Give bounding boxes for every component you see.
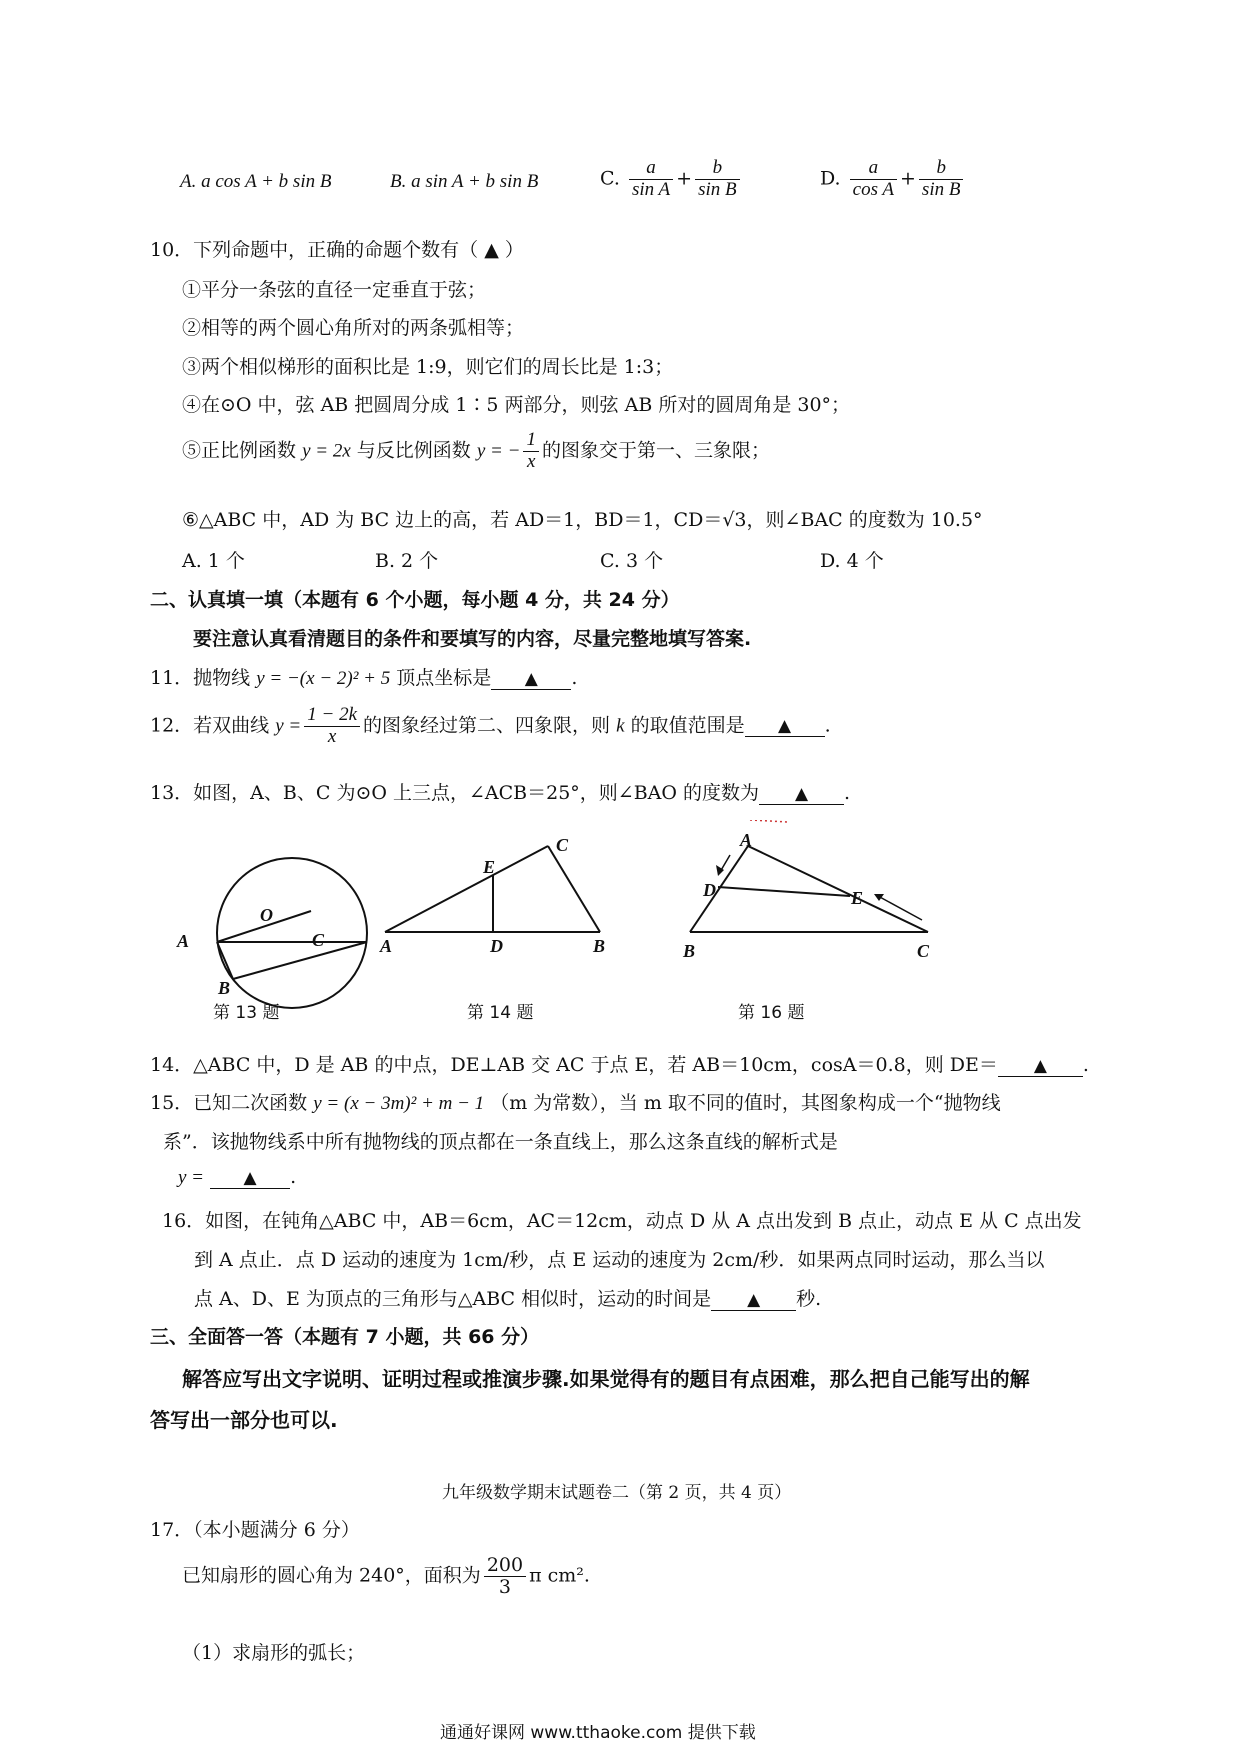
fig16-red-dots (750, 820, 788, 822)
section3-note-line1: 解答应写出文字说明、证明过程或推演步骤.如果觉得有的题目有点困难，那么把自己能写出的解 (182, 1367, 1030, 1391)
q11-answer-blank: ▲ (491, 669, 571, 690)
q9-option-d: D. $\frac{a}{\text{cos A}}$ + $\frac{b}{\text{sin B}}$ (820, 158, 966, 201)
fig14-label-a: A (380, 936, 393, 956)
q11-pre: 11．抛物线 (150, 667, 251, 689)
q9-option-d-label: D. (820, 167, 841, 190)
page-footer: 九年级数学期末试题卷二（第 2 页，共 4 页） (442, 1483, 792, 1503)
q17-den: 3 (484, 1576, 526, 1598)
fig14-label-c: C (556, 835, 569, 855)
q10-s6-sqrt: √3 (722, 509, 747, 531)
q9-c-frac1 (629, 158, 673, 201)
q16-line1: 16．如图，在钝角△ABC 中，AB＝6cm，AC＝12cm，动点 D 从 A 点出发到 B 点止，动点 E 从 C 点出发 (162, 1210, 1082, 1232)
q16-answer-blank: ▲ (711, 1290, 796, 1311)
q10-statement-1: ①平分一条弦的直径一定垂直于弦； (182, 279, 487, 301)
q10-option-b: B. 2 个 (375, 550, 439, 572)
q14-end: . (1082, 1054, 1089, 1076)
q15-pre: 15．已知二次函数 (150, 1092, 308, 1114)
fig16-caption: 第 16 题 (738, 1003, 805, 1023)
q9-d-den2: sin B (919, 179, 964, 201)
q11 (150, 663, 577, 690)
fig13-circle (217, 858, 367, 1008)
q13-answer-blank: ▲ (759, 784, 844, 805)
q9-d-frac2 (919, 158, 964, 201)
q15-formula: y = (x − 3m)² + m − 1 (313, 1093, 485, 1114)
fig13-caption: 第 13 题 (213, 1003, 280, 1023)
q17-stem (182, 1555, 590, 1598)
fig13-segment-bc (233, 942, 367, 979)
q10-option-a: A. 1 个 (182, 550, 245, 572)
q14-text: 14．△ABC 中，D 是 AB 的中点，DE⊥AB 交 AC 于点 E，若 AB＝10cm，cosA＝0.8，则 DE＝ (150, 1054, 998, 1076)
q9-c-num1: a (646, 157, 656, 178)
q17-pre: 已知扇形的圆心角为 240°，面积为 (182, 1564, 481, 1587)
fig13-label-a: A (177, 931, 190, 951)
q9-d-num1: a (868, 157, 879, 178)
fig13-label-b: B (218, 978, 231, 998)
q11-post: 顶点坐标是 (396, 667, 492, 689)
q14-answer-blank: ▲ (998, 1056, 1083, 1077)
fig16-label-b: B (683, 941, 696, 961)
q10-s6-post: ，则∠BAC 的度数为 10.5° (746, 509, 983, 531)
q10-option-c: C. 3 个 (600, 550, 664, 572)
fig16-segment-ac (748, 846, 928, 932)
q17-sub1: （1）求扇形的弧长； (182, 1642, 366, 1664)
fig16-arrow-e (878, 896, 922, 920)
figures-svg (170, 820, 1070, 1020)
q12-end: . (824, 714, 831, 737)
fig13-segment-ab (217, 942, 233, 979)
q12-y: y = (275, 715, 302, 737)
fig16-label-e: E (851, 888, 864, 908)
q14 (150, 1050, 1089, 1077)
q16-end: 秒. (796, 1288, 822, 1310)
q12-pre: 12．若双曲线 (150, 714, 270, 737)
q10-s5-den: x (523, 451, 539, 473)
section2-title: 二、认真填一填（本题有 6 个小题，每小题 4 分，共 24 分） (150, 589, 680, 611)
q13-text: 13．如图，A、B、C 为⊙O 上三点，∠ACB＝25°，则∠BAO 的度数为 (150, 782, 760, 804)
q15-line2: 系”．该抛物线系中所有抛物线的顶点都在一条直线上，那么这条直线的解析式是 (163, 1131, 838, 1153)
q12-num: 1 − 2k (307, 704, 358, 725)
q10-statement-5 (182, 430, 770, 473)
q10-statement-4: ④在⊙O 中，弦 AB 把圆周分成 1∶5 两部分，则弦 AB 所对的圆周角是 30°； (182, 394, 851, 416)
q11-formula: y = −(x − 2)² + 5 (256, 668, 391, 689)
q16-line3-text: 点 A、D、E 为顶点的三角形与△ABC 相似时，运动的时间是 (194, 1288, 712, 1310)
q12-post2: 的取值范围是 (630, 714, 745, 737)
q10-s5-mid: 与反比例函数 (356, 439, 471, 462)
fig16-segment-de (718, 887, 850, 896)
q12-post: 的图象经过第二、四象限，则 (363, 714, 611, 737)
q12 (150, 705, 831, 748)
fig16-label-a: A (740, 830, 753, 850)
section3-title: 三、全面答一答（本题有 7 小题，共 66 分） (150, 1326, 540, 1348)
q9-d-frac1 (850, 158, 897, 201)
q10-stem: 10．下列命题中，正确的命题个数有（ ▲ ） (150, 239, 524, 261)
q10-s5-formula1: y = 2x (302, 440, 351, 462)
q9-c-den1: sin A (629, 179, 673, 201)
q9-c-frac2 (695, 158, 740, 201)
q9-option-b-text: B. a sin A + b sin B (390, 171, 539, 192)
q15-answer-blank: ▲ (210, 1168, 290, 1189)
q10-s5-frac (523, 430, 539, 473)
fig14-caption: 第 14 题 (467, 1003, 534, 1023)
q17-num: 200 (486, 1554, 524, 1576)
q17-frac (484, 1555, 526, 1598)
q12-answer-blank: ▲ (745, 716, 825, 737)
q17-head: 17．（本小题满分 6 分） (150, 1519, 360, 1541)
q13-end: . (844, 782, 851, 804)
q9-c-num2: b (712, 157, 723, 178)
q9-option-a (180, 170, 331, 193)
q12-den: x (304, 726, 360, 748)
fig16-label-d: D (703, 880, 716, 900)
q9-d-num2: b (936, 157, 946, 178)
q11-end: . (571, 667, 578, 689)
q10-s6-pre: ⑥△ABC 中，AD 为 BC 边上的高，若 AD＝1，BD＝1，CD＝ (182, 509, 723, 531)
q15-line3 (178, 1166, 296, 1189)
q10-s5-pre: ⑤正比例函数 (182, 439, 297, 462)
section2-note: 要注意认真看清题目的条件和要填写的内容，尽量完整地填写答案. (193, 628, 752, 650)
q13 (150, 778, 850, 805)
fig14-label-e: E (483, 857, 496, 877)
fig16-label-c: C (917, 941, 930, 961)
q10-option-d: D. 4 个 (820, 550, 884, 572)
q9-option-c: C. $\frac{a}{\text{sin A}}$ + $\frac{b}{\text{sin B}}$ (600, 158, 743, 201)
q9-option-a-text: A. a cos A + b sin B (180, 171, 332, 192)
q15-post: （m 为常数），当 m 取不同的值时，其图象构成一个“抛物线 (490, 1092, 1001, 1114)
q15-y: y = (178, 1167, 205, 1188)
fig14-label-b: B (593, 936, 606, 956)
fig14-segment-ac (385, 846, 548, 932)
q10-statement-6 (182, 505, 983, 532)
q16-line3 (194, 1284, 821, 1311)
fig13-label-o: O (260, 905, 273, 925)
q9-option-c-label: C. (600, 167, 620, 190)
q15-end: . (290, 1166, 297, 1188)
watermark: 通通好课网 www.tthaoke.com 提供下载 (440, 1723, 756, 1743)
fig16-arrowhead-e (874, 894, 884, 901)
q16-line2: 到 A 点止．点 D 运动的速度为 1cm/秒，点 E 运动的速度为 2cm/秒．如果两点同时运动，那么当以 (194, 1249, 1045, 1271)
q10-statement-3: ③两个相似梯形的面积比是 1:9，则它们的周长比是 1:3； (182, 356, 674, 378)
q9-option-b (390, 170, 538, 193)
fig13-label-c: C (312, 930, 325, 950)
fig14-label-d: D (490, 936, 503, 956)
q12-frac (304, 705, 360, 748)
q9-d-den1: cos A (850, 179, 897, 201)
q10-statement-2: ②相等的两个圆心角所对的两条弧相等； (182, 317, 525, 339)
fig14-segment-cb (548, 846, 600, 932)
q10-s5-num: 1 (526, 429, 536, 450)
q10-s5-post: 的图象交于第一、三象限； (541, 439, 770, 462)
q15-line1 (150, 1088, 1001, 1115)
q10-s5-formula2: y = − (476, 440, 521, 462)
section3-note-line2: 答写出一部分也可以. (150, 1408, 338, 1432)
q12-k: k (616, 715, 625, 737)
q9-c-den2: sin B (695, 179, 740, 201)
q17-post: π cm². (529, 1564, 590, 1587)
